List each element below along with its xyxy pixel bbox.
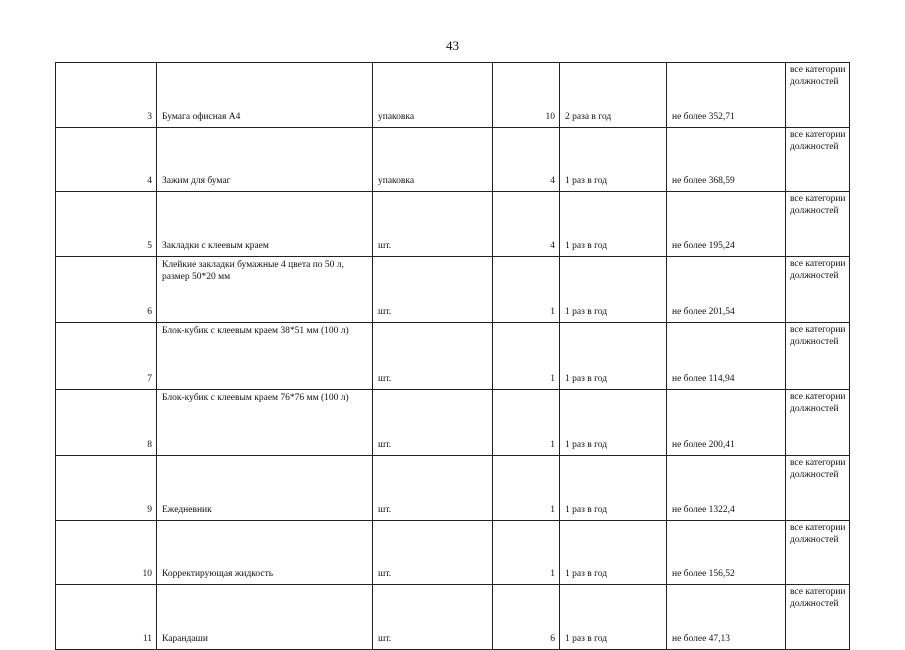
item-name-cell: Карандаши [157, 585, 373, 650]
price-cell: не более 47,13 [667, 585, 786, 650]
item-name-cell: Блок-кубик с клеевым краем 76*76 мм (100 л) [157, 389, 373, 456]
table-row [56, 192, 850, 257]
frequency-cell: 1 раз в год [560, 520, 667, 585]
unit-cell: упаковка [373, 63, 493, 128]
table-row [56, 585, 850, 650]
unit-cell: шт. [373, 192, 493, 257]
quantity-cell: 1 [493, 256, 560, 323]
row-number-cell: 11 [56, 585, 157, 650]
item-name-cell: Ежедневник [157, 456, 373, 521]
category-cell: все категории должностей [786, 389, 850, 456]
item-name-cell: Бумага офисная А4 [157, 63, 373, 128]
table-row [56, 127, 850, 192]
quantity-cell: 1 [493, 456, 560, 521]
price-cell: не более 114,94 [667, 323, 786, 390]
price-cell: не более 368,59 [667, 127, 786, 192]
category-cell: все категории должностей [786, 256, 850, 323]
unit-cell: шт. [373, 256, 493, 323]
category-cell: все категории должностей [786, 127, 850, 192]
frequency-cell: 1 раз в год [560, 323, 667, 390]
row-number-cell: 5 [56, 192, 157, 257]
row-number-cell: 6 [56, 256, 157, 323]
price-cell: не более 195,24 [667, 192, 786, 257]
table-row [56, 520, 850, 585]
item-name-cell: Корректирующая жидкость [157, 520, 373, 585]
page-number: 43 [446, 38, 459, 53]
row-number-cell: 10 [56, 520, 157, 585]
supplies-table [55, 62, 850, 650]
row-number-cell: 9 [56, 456, 157, 521]
unit-cell: шт. [373, 456, 493, 521]
unit-cell: шт. [373, 585, 493, 650]
quantity-cell: 1 [493, 520, 560, 585]
frequency-cell: 1 раз в год [560, 256, 667, 323]
quantity-cell: 1 [493, 389, 560, 456]
row-number-cell: 7 [56, 323, 157, 390]
frequency-cell: 1 раз в год [560, 456, 667, 521]
price-cell: не более 352,71 [667, 63, 786, 128]
item-name-cell: Клейкие закладки бумажные 4 цвета по 50 л, размер 50*20 мм [157, 256, 373, 323]
price-cell: не более 156,52 [667, 520, 786, 585]
item-name-cell: Зажим для бумаг [157, 127, 373, 192]
table-row [56, 256, 850, 323]
table-row [56, 389, 850, 456]
table-row [56, 323, 850, 390]
category-cell: все категории должностей [786, 585, 850, 650]
frequency-cell: 1 раз в год [560, 192, 667, 257]
frequency-cell: 1 раз в год [560, 127, 667, 192]
price-cell: не более 200,41 [667, 389, 786, 456]
item-name-cell: Закладки с клеевым краем [157, 192, 373, 257]
price-cell: не более 201,54 [667, 256, 786, 323]
frequency-cell: 1 раз в год [560, 389, 667, 456]
row-number-cell: 4 [56, 127, 157, 192]
price-cell: не более 1322,4 [667, 456, 786, 521]
category-cell: все категории должностей [786, 63, 850, 128]
unit-cell: шт. [373, 389, 493, 456]
category-cell: все категории должностей [786, 192, 850, 257]
item-name-cell: Блок-кубик с клеевым краем 38*51 мм (100 л) [157, 323, 373, 390]
category-cell: все категории должностей [786, 456, 850, 521]
frequency-cell: 2 раза в год [560, 63, 667, 128]
unit-cell: шт. [373, 323, 493, 390]
unit-cell: шт. [373, 520, 493, 585]
frequency-cell: 1 раз в год [560, 585, 667, 650]
table-row [56, 63, 850, 128]
quantity-cell: 1 [493, 323, 560, 390]
quantity-cell: 10 [493, 63, 560, 128]
table-row [56, 456, 850, 521]
quantity-cell: 4 [493, 127, 560, 192]
category-cell: все категории должностей [786, 520, 850, 585]
category-cell: все категории должностей [786, 323, 850, 390]
row-number-cell: 8 [56, 389, 157, 456]
quantity-cell: 4 [493, 192, 560, 257]
unit-cell: упаковка [373, 127, 493, 192]
row-number-cell: 3 [56, 63, 157, 128]
quantity-cell: 6 [493, 585, 560, 650]
